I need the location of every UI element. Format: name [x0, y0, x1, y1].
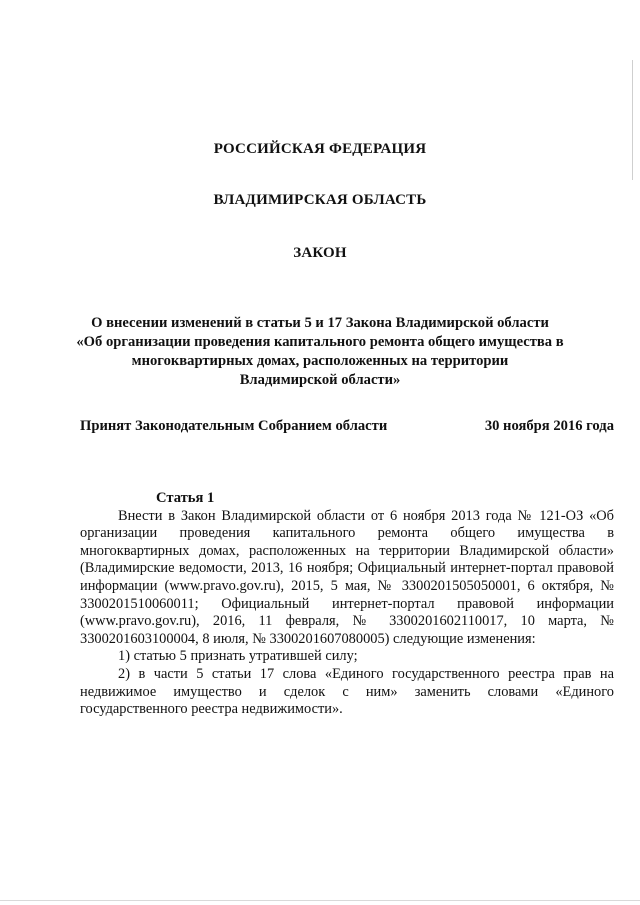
law-heading: ЗАКОН	[293, 245, 347, 261]
law-title	[60, 314, 580, 390]
article-heading: Статья 1	[156, 490, 215, 506]
law-title-line: многоквартирных домах, расположенных на территории	[131, 353, 509, 369]
law-title-line: «Об организации проведения капитального ремонта общего имущества в	[76, 334, 564, 350]
adoption-date: 30 ноября 2016 года	[484, 418, 614, 434]
law-title-line: Владимирской области»	[239, 372, 401, 388]
article-item-1: 1) статью 5 признать утратившей силу;	[118, 648, 358, 665]
scan-edge-bottom	[0, 900, 640, 901]
scan-edge-right	[632, 60, 633, 180]
adopting-body: Принят Законодательным Собранием области	[80, 418, 388, 434]
article-intro: Внести в Закон Владимирской области от 6 ноября 2013 года № 121-ОЗ «Об организации проведения капитального ремонта общего имущества в многоквартирных домах, расположенных на территории Владимирской области» (Владимирские ведомости, 2013, 16 ноября; Официальный интернет-портал правовой информации (www.pravo.gov.ru), 2015, 5 мая, № 3300201505050001, 6 октября, № 3300201510060011; Официальный интернет-портал правовой информации (www.pravo.gov.ru), 2016, 11 февраля, № 3300201602110017, 10 марта, № 3300201603100004, 8 июля, № 3300201607080005) следующие изменения:	[80, 507, 614, 647]
law-title-line: О внесении изменений в статьи 5 и 17 Закона Владимирской области	[91, 315, 549, 331]
adoption-row	[80, 418, 614, 435]
region-heading: ВЛАДИМИРСКАЯ ОБЛАСТЬ	[213, 192, 427, 208]
article-1	[80, 490, 614, 719]
article-item-2: 2) в части 5 статьи 17 слова «Единого государственного реестра прав на недвижимое имущество и сделок с ним» заменить словами «Единого государственного реестра недвижимости».	[80, 665, 614, 718]
federation-heading: РОССИЙСКАЯ ФЕДЕРАЦИЯ	[213, 141, 427, 157]
